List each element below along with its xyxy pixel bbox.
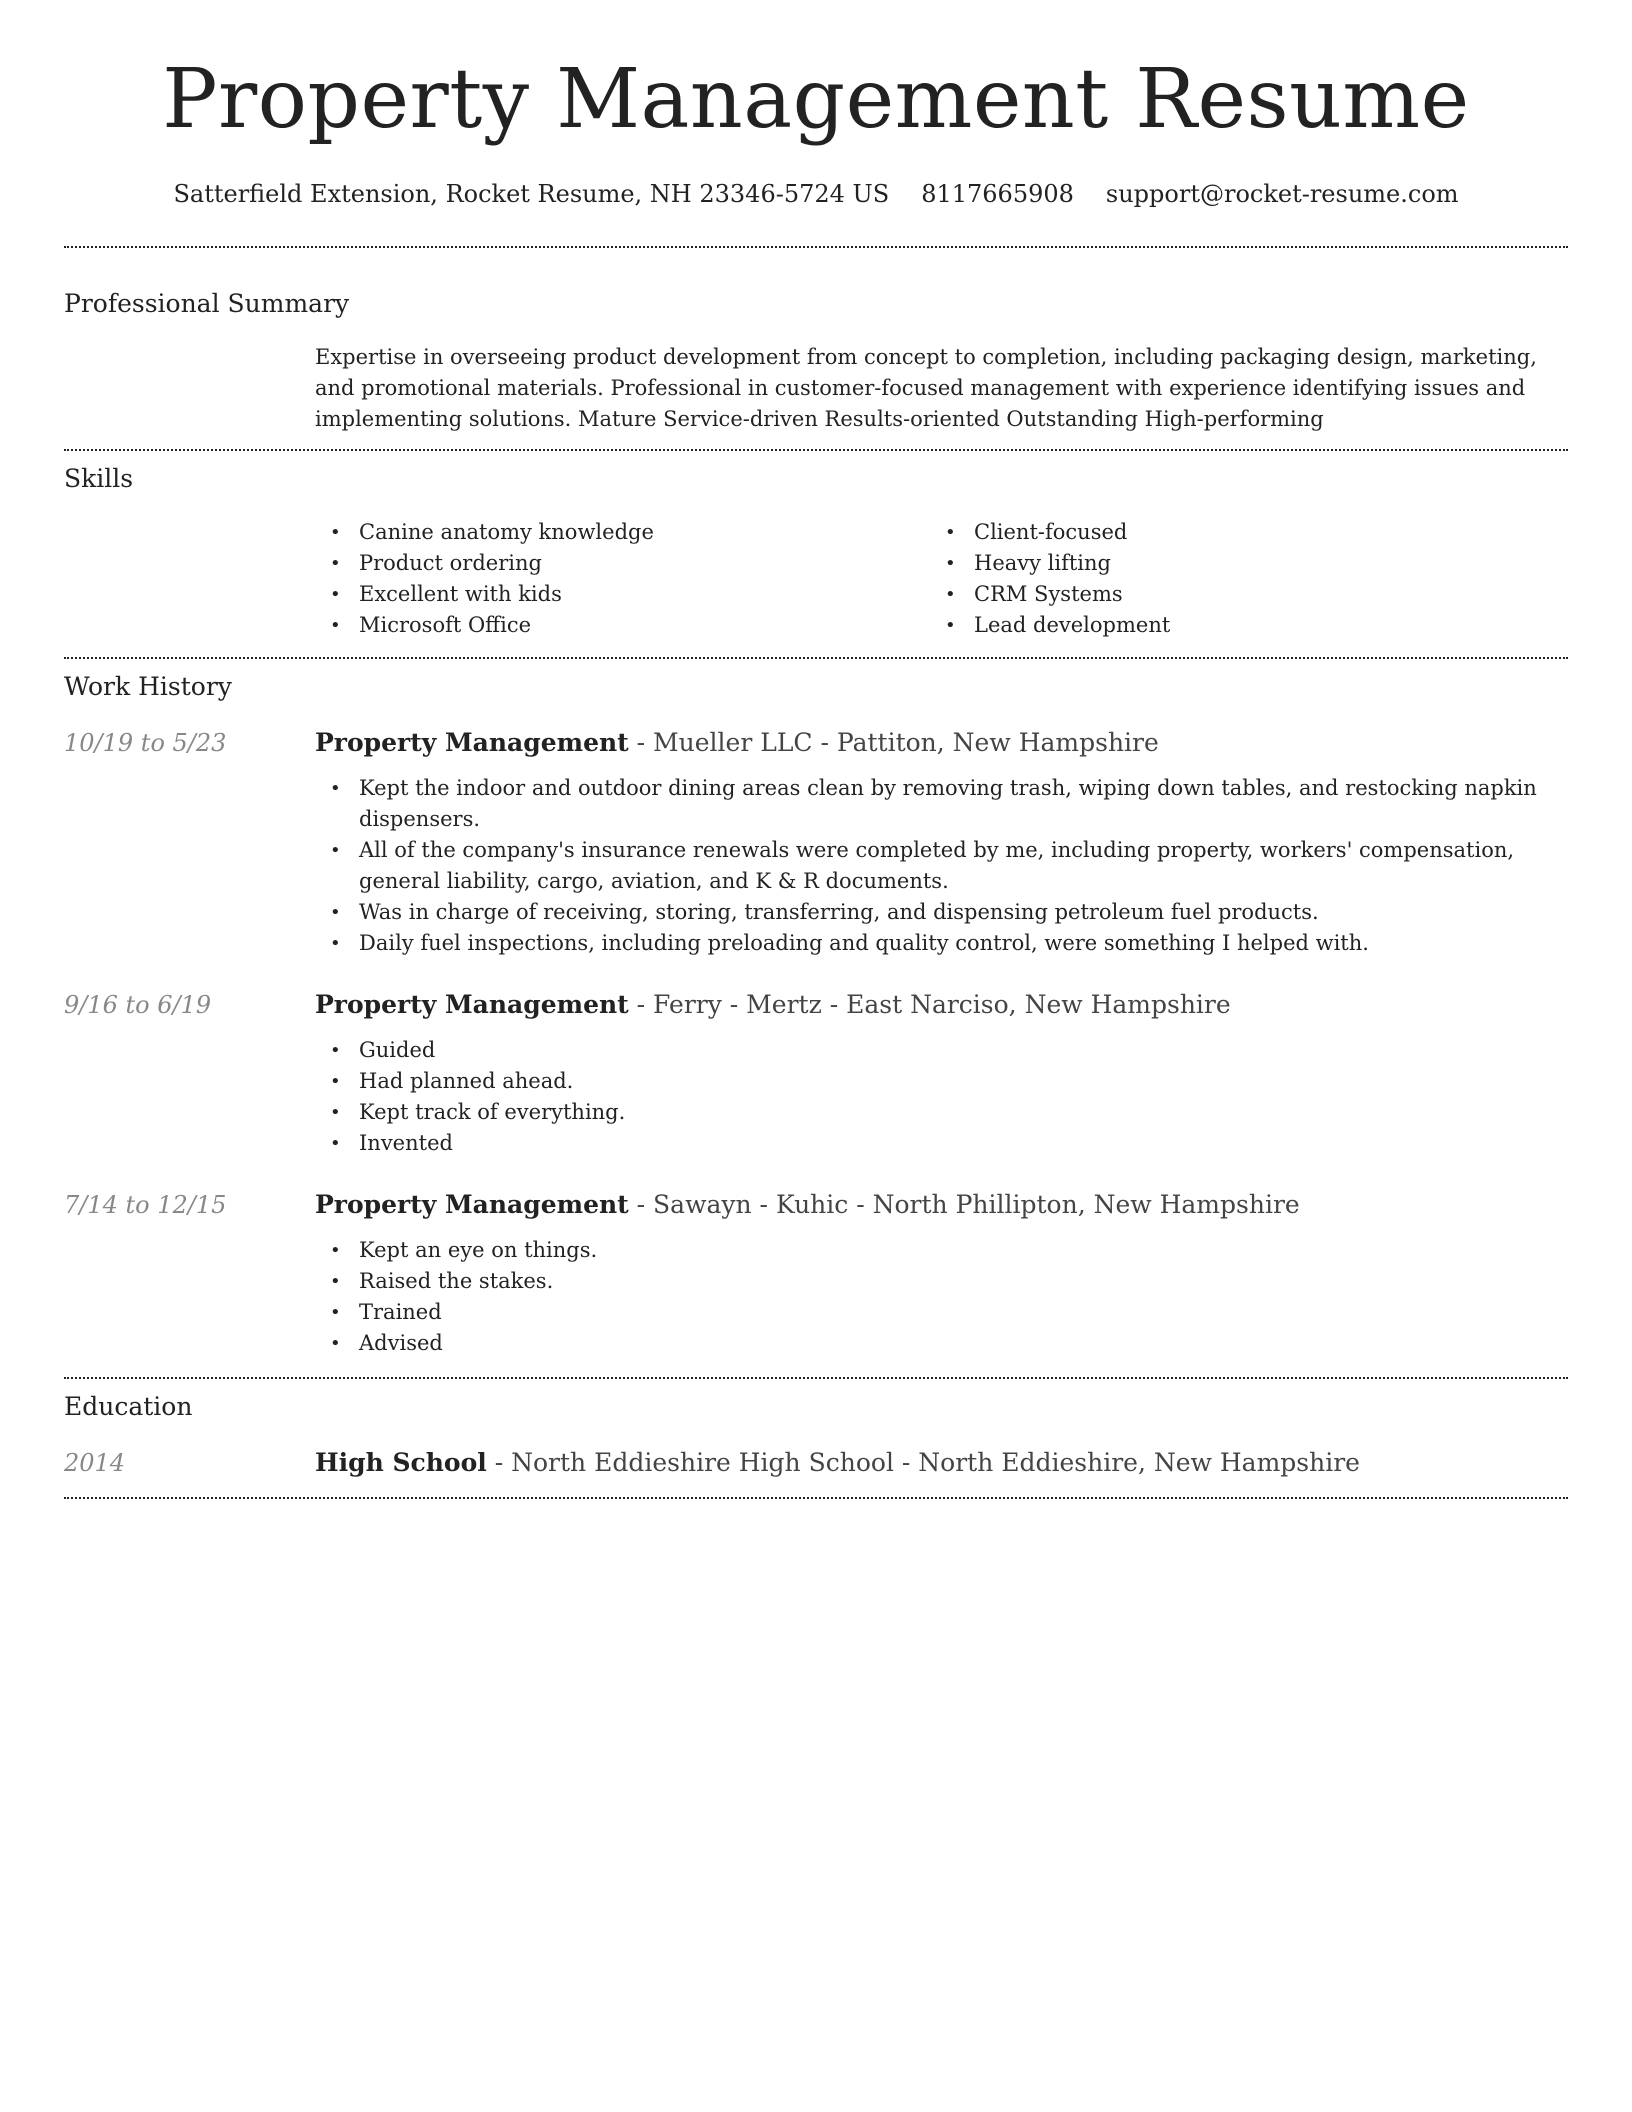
job-bullet: • Daily fuel inspections, including preloading and quality control, were something I helped with. xyxy=(315,928,1568,959)
work-history-section xyxy=(64,659,1568,1359)
job-position: Property Management xyxy=(315,990,629,1019)
resume-header xyxy=(64,0,1568,210)
job-bullet: • Trained xyxy=(315,1297,1568,1328)
job-entry xyxy=(64,989,1568,1159)
education-section xyxy=(64,1379,1568,1479)
job-position: Property Management xyxy=(315,1190,629,1219)
summary-text: Expertise in overseeing product development from concept to completion, including packaging design, marketing, and promotional materials. Professional in customer-focused management with experience identifying issues and implementing solutions. Mature Service-driven Results-oriented Outstanding High-performing xyxy=(315,345,1537,431)
section-title-skills: Skills xyxy=(64,464,134,493)
job-employer-location: - Ferry - Mertz - East Narciso, New Hampshire xyxy=(628,990,1231,1019)
job-details xyxy=(315,727,1568,959)
skill-item: • Heavy lifting xyxy=(930,548,1545,579)
resume-title: Property Management Resume xyxy=(162,52,1470,147)
section-title-education: Education xyxy=(64,1392,193,1421)
job-dates: 9/16 to 6/19 xyxy=(64,991,212,1019)
skill-item: • Excellent with kids xyxy=(315,579,930,610)
education-degree: High School xyxy=(315,1448,487,1477)
job-bullet: • Had planned ahead. xyxy=(315,1066,1568,1097)
skills-columns xyxy=(315,517,1545,641)
section-divider xyxy=(64,1497,1568,1499)
skills-spacer xyxy=(64,517,315,641)
job-bullet: • Kept an eye on things. xyxy=(315,1235,1568,1266)
job-bullets xyxy=(315,1235,1568,1359)
job-title xyxy=(315,989,1568,1021)
skill-item: • Client-focused xyxy=(930,517,1545,548)
job-bullet: • Raised the stakes. xyxy=(315,1266,1568,1297)
skill-item: • CRM Systems xyxy=(930,579,1545,610)
job-details xyxy=(315,989,1568,1159)
skill-item: • Lead development xyxy=(930,610,1545,641)
contact-phone: 8117665908 xyxy=(921,180,1074,208)
job-title xyxy=(315,1189,1568,1221)
education-details xyxy=(315,1447,1568,1479)
skill-item: • Product ordering xyxy=(315,548,930,579)
skills-list-left xyxy=(315,517,930,641)
job-bullet: • Kept the indoor and outdoor dining areas clean by removing trash, wiping down tables, and restocking napkin dispensers. xyxy=(315,773,1568,835)
job-bullets xyxy=(315,1035,1568,1159)
job-bullet: • Guided xyxy=(315,1035,1568,1066)
job-title xyxy=(315,727,1568,759)
job-details xyxy=(315,1189,1568,1359)
contact-line xyxy=(64,178,1568,210)
job-entry xyxy=(64,727,1568,959)
skill-item: • Microsoft Office xyxy=(315,610,930,641)
job-bullet: • All of the company's insurance renewals were completed by me, including property, workers' compensation, general liability, cargo, aviation, and K & R documents. xyxy=(315,835,1568,897)
job-dates: 7/14 to 12/15 xyxy=(64,1191,227,1219)
job-bullet: • Was in charge of receiving, storing, transferring, and dispensing petroleum fuel products. xyxy=(315,897,1568,928)
education-title xyxy=(315,1447,1568,1479)
job-dates: 10/19 to 5/23 xyxy=(64,729,227,757)
job-entry xyxy=(64,1189,1568,1359)
summary-spacer xyxy=(64,342,315,435)
skills-list-right xyxy=(930,517,1545,641)
education-school-location: - North Eddieshire High School - North Eddieshire, New Hampshire xyxy=(486,1448,1360,1477)
job-bullets xyxy=(315,773,1568,959)
education-entry xyxy=(64,1447,1568,1479)
contact-address: Satterfield Extension, Rocket Resume, NH 23346-5724 US xyxy=(173,180,890,208)
summary-section xyxy=(64,248,1568,435)
skill-item: • Canine anatomy knowledge xyxy=(315,517,930,548)
job-bullet: • Invented xyxy=(315,1128,1568,1159)
job-bullet: • Advised xyxy=(315,1328,1568,1359)
contact-email: support@rocket-resume.com xyxy=(1105,180,1459,208)
job-employer-location: - Sawayn - Kuhic - North Phillipton, New Hampshire xyxy=(628,1190,1300,1219)
job-position: Property Management xyxy=(315,728,629,757)
job-employer-location: - Mueller LLC - Pattiton, New Hampshire xyxy=(628,728,1159,757)
skills-section xyxy=(64,451,1568,641)
job-bullet: • Kept track of everything. xyxy=(315,1097,1568,1128)
section-title-summary: Professional Summary xyxy=(64,289,350,318)
education-year: 2014 xyxy=(64,1449,126,1477)
section-title-work: Work History xyxy=(64,672,232,701)
